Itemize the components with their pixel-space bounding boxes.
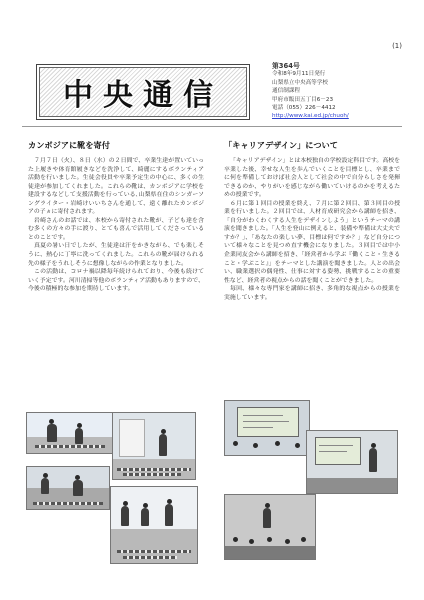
photo-career-lecture-1 <box>224 400 310 456</box>
page-number: (1) <box>392 42 402 50</box>
masthead-pattern <box>39 67 247 117</box>
issue-info <box>272 62 402 121</box>
left-article-body <box>28 157 204 294</box>
right-article-paragraph: ６月に第１回目の授業を終え、７月に第２回目、第３回目の授業を行いました。２回目では、人材育成研究会から講師を招き、「自分がわくわくする人生をデザインしよう」というテーマの講演を聞きました。「人生を登山に例えると、装備や準備は大丈夫ですか？」、「あなたの楽しい夢、目標は何ですか？」など自分について様々なことを見つめ直す機会になりました。３回目では中小企業同友会から講師を招き、「経営者から学ぶ『働くこと・生きること・学ぶこと』」をテーマとした講演を聞きました。人との出会い、職業選択の偶発性、仕事に対する姿勢、挑戦することの重要性など、経営者の視点からの話を聞くことができました。 <box>224 200 400 284</box>
left-article-paragraph: ７月７日（火）、８日（水）の２日間で、卒業生達が置いていった上履きや体育館履きなどを洗浄して、綺麗にするボランティア活動を行いました。生徒会役員や卒業予定生の中心に、多くの生徒達が参加してくれました。これらの靴は、カンボジアに学校を建設するなどして支援活動を行っている､山梨県在住のシンガーソングライター・岩崎けいいちさんを通して、遠く離れたカンボジアの子ヵに寄付されます。 <box>28 158 204 216</box>
right-article-paragraph: 「キャリアデザイン」とは本校独自の学校設定科目です。高校を卒業した後、幸せな人生を歩んでいくことを目標とし、卒業までに何を準備しておけば社会人として社会の中で自分らしさを発揮できるのか、やりがいを感じながら働いていけるのかを考えるための授業です。 <box>224 158 400 199</box>
masthead <box>36 64 250 120</box>
right-article-paragraph: 毎回、様々な専門家を講師に招き、多角的な視点からの授業を実施しています。 <box>224 286 400 301</box>
newsletter-title: 中央通信 <box>63 78 223 113</box>
photo-shoe-washing-3 <box>26 466 110 510</box>
photo-career-lecture-3 <box>224 494 316 560</box>
right-article-body <box>224 157 400 302</box>
left-article-paragraph: 真夏の暑い日でしたが、生徒達は汗をかきながら、でも楽しそうに、熱心に丁寧に洗ってくれました。これらの靴が届けられる先の様子をうれしそうに想像しながらの作業となりました。 <box>28 243 204 267</box>
right-article-heading: 「キャリアデザイン」について <box>224 140 338 150</box>
left-article-paragraph: この活動は、コロナ禍以降毎年続けられており、今後も続けていく予定です。河川清掃等他のボランティア活動もありますので、今後の積極的な参加を期待しています。 <box>28 269 204 293</box>
department-name: 通信制課程 <box>272 88 300 95</box>
photo-career-lecture-2 <box>306 430 398 494</box>
right-article <box>224 140 400 302</box>
school-address: 甲府市飯田五丁目6－23 <box>272 96 334 103</box>
photo-shoe-washing-4 <box>110 486 198 564</box>
issue-number: 第364号 <box>272 62 300 70</box>
header-divider <box>22 126 402 127</box>
school-url-link[interactable]: http://www.kai.ed.jp/chuoh/ <box>272 113 349 120</box>
school-name: 山梨県立中央高等学校 <box>272 79 328 86</box>
issue-date: 令和8年9月11日発行 <box>272 71 326 78</box>
left-article <box>28 140 204 294</box>
photo-shoe-washing-2 <box>112 412 196 480</box>
school-phone: 電話（055）226－4412 <box>272 105 336 112</box>
left-article-paragraph: 岩崎さんのお話では、本校から寄付された靴が、子ども達を含む多くの方々の手に渡り、とても喜んで活用してくださっているとのことです。 <box>28 217 204 241</box>
photo-shoe-washing-1 <box>26 412 114 454</box>
left-article-heading: カンボジアに靴を寄付 <box>28 140 110 150</box>
